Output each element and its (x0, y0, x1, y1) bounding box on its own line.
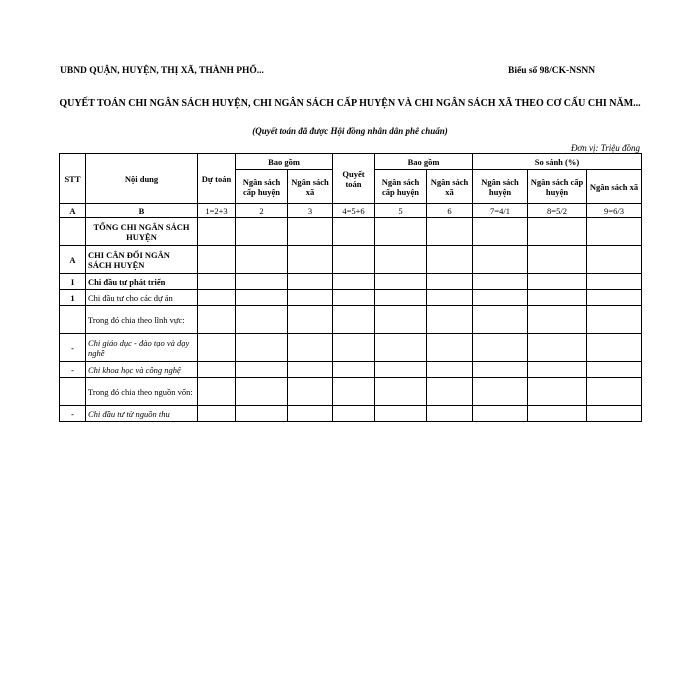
header-district-level-budget-compare: Ngân sách cấp huyện (528, 170, 587, 204)
table-row (60, 290, 642, 306)
row-stt (60, 218, 86, 246)
row-content: TỔNG CHI NGÂN SÁCH HUYỆN (86, 218, 198, 246)
column-code: 8=5/2 (528, 204, 587, 218)
row-stt: - (60, 362, 86, 378)
column-code: B (86, 204, 198, 218)
header-commune-budget-2: Ngân sách xã (427, 170, 473, 204)
header-estimate: Dự toán (198, 154, 236, 204)
column-code: 9=6/3 (587, 204, 642, 218)
row-content: Chi giáo dục - đào tạo và dạy nghề (86, 334, 198, 362)
header-settlement: Quyết toán (333, 154, 375, 204)
row-stt (60, 378, 86, 406)
header-including-2: Bao gồm (375, 154, 473, 170)
row-stt: - (60, 334, 86, 362)
header-comparison: So sánh (%) (473, 154, 642, 170)
report-subtitle: (Quyết toán đã được Hội đồng nhân dân phê chuẩn) (252, 126, 448, 136)
column-code: 6 (427, 204, 473, 218)
row-stt: - (60, 406, 86, 422)
form-number: Biểu số 98/CK-NSNN (508, 66, 596, 76)
row-stt: 1 (60, 290, 86, 306)
header-district-level-budget-2: Ngân sách cấp huyện (375, 170, 427, 204)
header-stt: STT (60, 154, 86, 204)
column-code-row (60, 204, 642, 218)
column-code: 2 (236, 204, 288, 218)
header-commune-budget-compare: Ngân sách xã (587, 170, 642, 204)
row-content: Chi đầu tư cho các dự án (86, 290, 198, 306)
column-code: 1=2+3 (198, 204, 236, 218)
budget-table (59, 153, 642, 422)
row-content: Trong đó chia theo nguồn vốn: (86, 378, 198, 406)
row-stt: A (60, 246, 86, 274)
row-content: Chi đầu tư từ nguồn thu (86, 406, 198, 422)
agency-header: UBND QUẬN, HUYỆN, THỊ XÃ, THÀNH PHỐ... (60, 66, 264, 76)
table-row (60, 218, 642, 246)
header-district-budget-compare: Ngân sách huyện (473, 170, 528, 204)
header-including-1: Bao gồm (236, 154, 333, 170)
table-row (60, 306, 642, 334)
header-commune-budget-1: Ngân sách xã (288, 170, 333, 204)
unit-label: Đơn vị: Triệu đồng (570, 143, 640, 153)
column-code: 4=5+6 (333, 204, 375, 218)
row-content: Chi khoa học và công nghệ (86, 362, 198, 378)
row-stt (60, 306, 86, 334)
table-row (60, 334, 642, 362)
row-content: Trong đó chia theo lĩnh vực: (86, 306, 198, 334)
table-row (60, 246, 642, 274)
column-code: A (60, 204, 86, 218)
column-code: 7=4/1 (473, 204, 528, 218)
header-content: Nội dung (86, 154, 198, 204)
row-stt: I (60, 274, 86, 290)
report-title: QUYẾT TOÁN CHI NGÂN SÁCH HUYỆN, CHI NGÂN SÁCH CẤP HUYỆN VÀ CHI NGÂN SÁCH XÃ THEO CƠ CẤU CHI NĂM... (59, 98, 641, 109)
table-row (60, 406, 642, 422)
table-row (60, 362, 642, 378)
column-code: 5 (375, 204, 427, 218)
table-row (60, 378, 642, 406)
table-row (60, 274, 642, 290)
row-content: Chi đầu tư phát triển (86, 274, 198, 290)
row-content: CHI CÂN ĐỐI NGÂN SÁCH HUYỆN (86, 246, 198, 274)
column-code: 3 (288, 204, 333, 218)
header-district-level-budget-1: Ngân sách cấp huyện (236, 170, 288, 204)
